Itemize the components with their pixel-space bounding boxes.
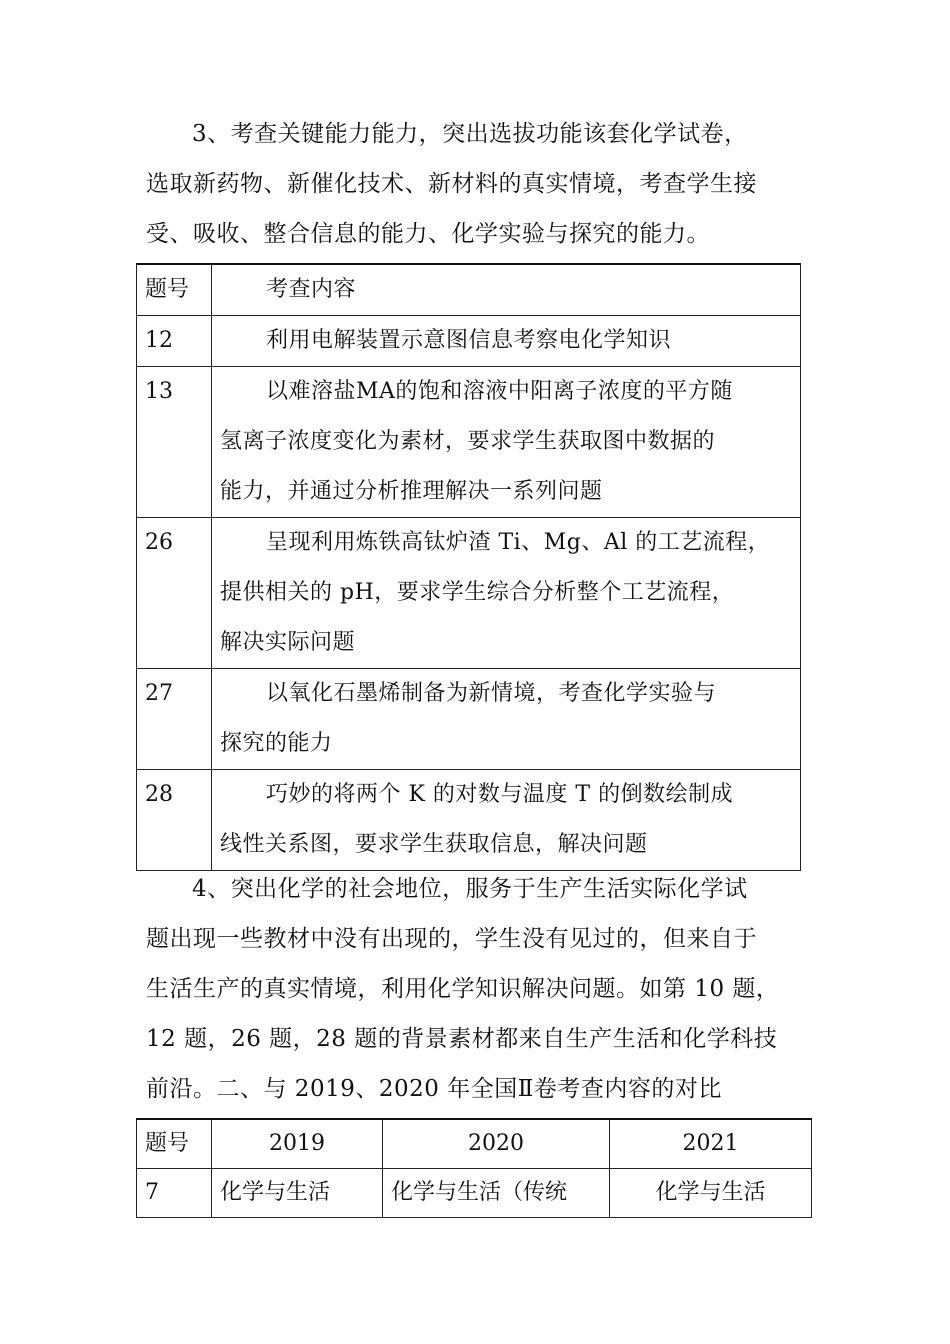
content-line: 提供相关的 pH，要求学生综合分析整个工艺流程， — [220, 580, 735, 605]
content-cell — [212, 518, 801, 669]
header-cell-number: 题号 — [137, 1119, 212, 1169]
cell-2021: 化学与生活 — [610, 1169, 812, 1218]
text-line: 题出现一些教材中没有出现的，学生没有见过的，但来自于 — [146, 926, 757, 952]
paragraph-section-4 — [146, 864, 811, 1114]
cell-2020: 化学与生活（传统 — [383, 1169, 610, 1218]
content-line: 解决实际问题 — [220, 630, 356, 655]
header-cell-2020: 2020 — [383, 1119, 610, 1169]
text-line: 4、突出化学的社会地位，服务于生产生活实际化学试 — [192, 876, 748, 902]
content-line: 以难溶盐MA的饱和溶液中阳离子浓度的平方随 — [266, 379, 733, 404]
text-line: 前沿。二、与 2019、2020 年全国Ⅱ卷考查内容的对比 — [146, 1076, 722, 1102]
content-line: 探究的能力 — [220, 731, 333, 756]
header-content-label: 考查内容 — [266, 277, 357, 302]
content-cell — [212, 770, 801, 871]
content-line: 能力，并通过分析推理解决一系列问题 — [220, 479, 603, 504]
content-line: 利用电解装置示意图信息考察电化学知识 — [266, 328, 672, 353]
header-cell-2021: 2021 — [610, 1119, 812, 1169]
header-cell-number: 题号 — [137, 264, 212, 316]
question-number: 28 — [137, 770, 212, 871]
text-line: 生活生产的真实情境，利用化学知识解决问题。如第 10 题， — [146, 976, 780, 1002]
cell-2019: 化学与生活 — [212, 1169, 383, 1218]
table-row — [137, 518, 801, 669]
content-line: 以氧化石墨烯制备为新情境，考查化学实验与 — [266, 681, 717, 706]
table-header-row — [137, 264, 801, 316]
text-line: 3、考查关键能力能力，突出选拔功能该套化学试卷， — [192, 121, 748, 147]
question-number: 7 — [137, 1169, 212, 1218]
question-number: 13 — [137, 367, 212, 518]
content-line: 呈现利用炼铁高钛炉渣 Ti、Mg、Al 的工艺流程， — [266, 530, 771, 555]
paragraph-section-3 — [146, 109, 811, 259]
content-line: 巧妙的将两个 K 的对数与温度 T 的倒数绘制成 — [266, 782, 734, 807]
question-number: 27 — [137, 669, 212, 770]
table-row — [137, 669, 801, 770]
content-line: 线性关系图，要求学生获取信息，解决问题 — [220, 832, 648, 857]
content-line: 氢离子浓度变化为素材，要求学生获取图中数据的 — [220, 429, 716, 454]
table-row — [137, 770, 801, 871]
text-line: 受、吸收、整合信息的能力、化学实验与探究的能力。 — [146, 221, 710, 247]
table-row — [137, 316, 801, 367]
table-header-row — [137, 1119, 812, 1169]
question-number: 12 — [137, 316, 212, 367]
table-row — [137, 367, 801, 518]
exam-content-table — [136, 263, 801, 871]
text-line: 12 题，26 题，28 题的背景素材都来自生产生活和化学科技 — [146, 1026, 778, 1052]
comparison-table — [136, 1118, 812, 1218]
content-cell — [212, 316, 801, 367]
header-cell-2019: 2019 — [212, 1119, 383, 1169]
content-cell — [212, 367, 801, 518]
content-cell — [212, 669, 801, 770]
header-cell-content — [212, 264, 801, 316]
table-row — [137, 1169, 812, 1218]
question-number: 26 — [137, 518, 212, 669]
text-line: 选取新药物、新催化技术、新材料的真实情境，考查学生接 — [146, 171, 757, 197]
